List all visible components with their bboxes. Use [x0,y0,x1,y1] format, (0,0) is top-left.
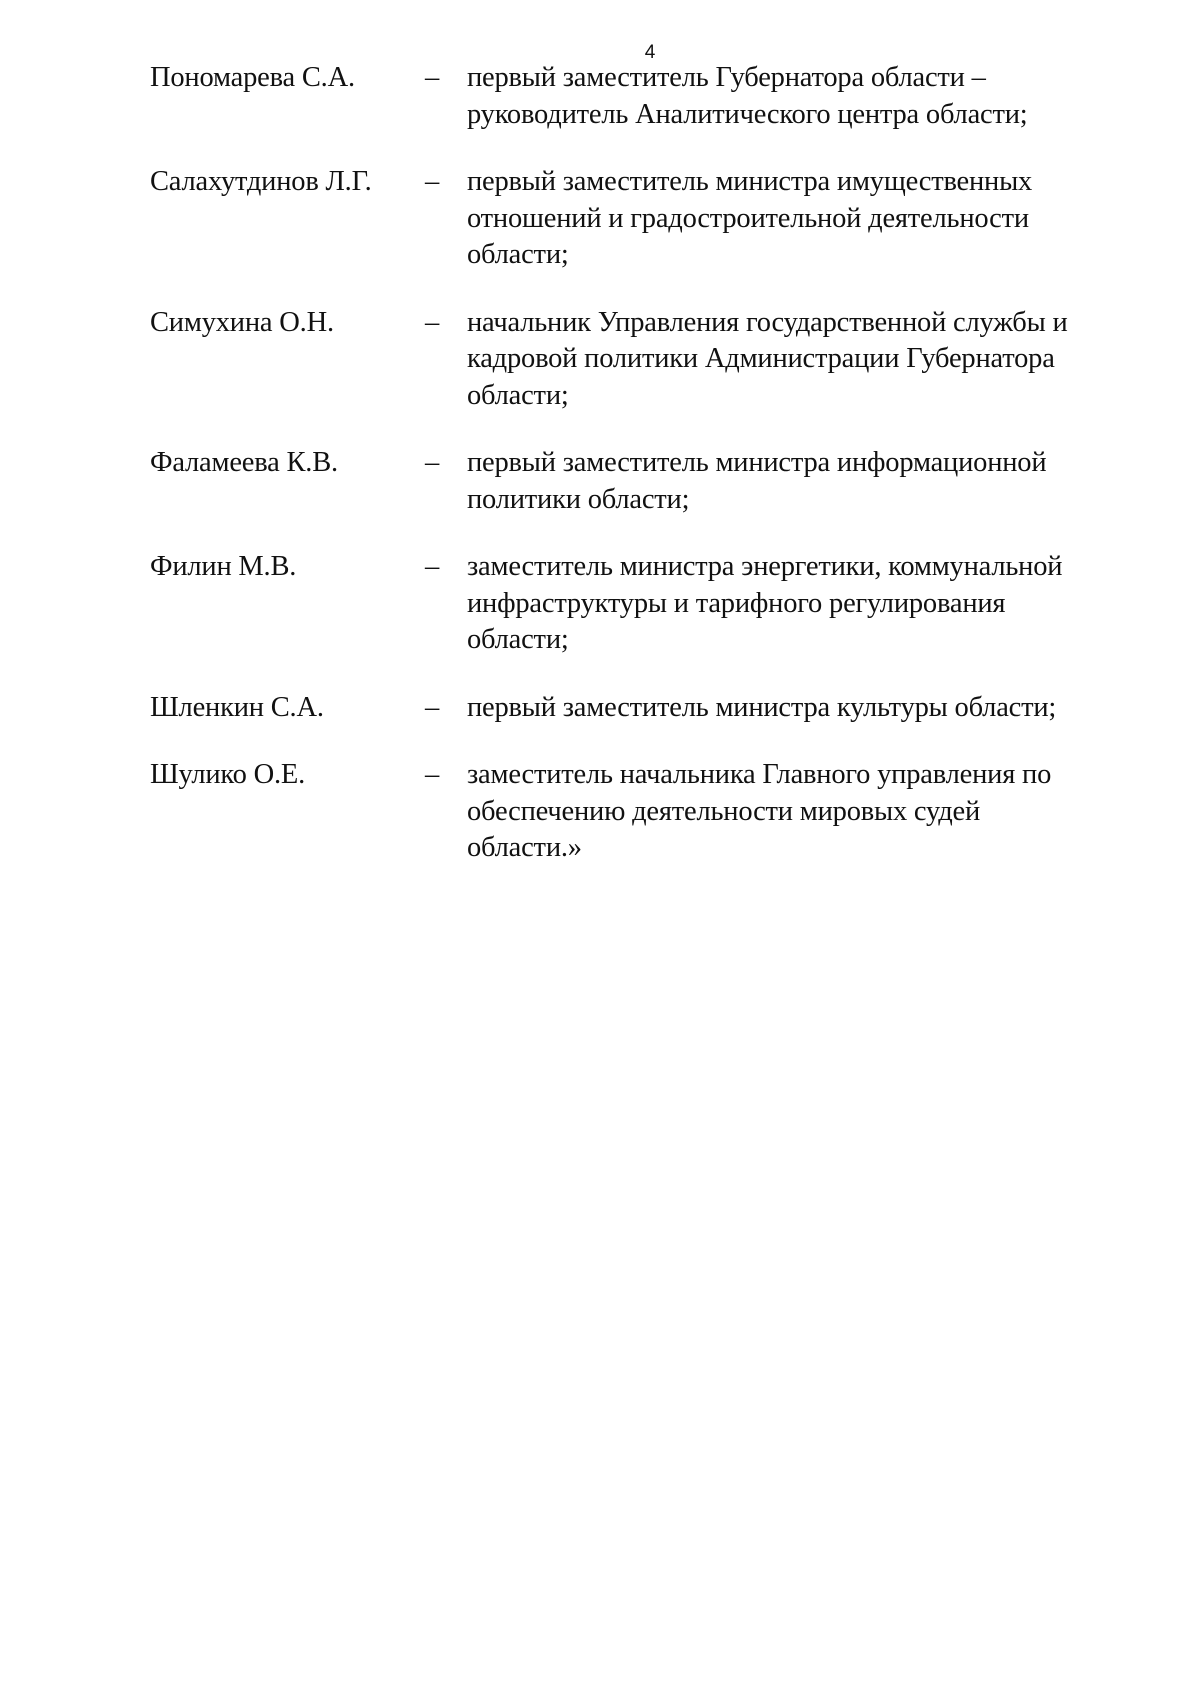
list-item [150,445,1110,518]
list-item [150,757,1110,867]
person-name: Филин М.В. [150,551,297,582]
description-line: заместитель начальника Главного управления по [467,759,1052,790]
list-item [150,60,1110,133]
dash-separator: – [424,62,440,93]
description-line: первый заместитель министра информационной [467,447,1047,478]
person-name: Пономарева С.А. [150,62,355,93]
dash-separator: – [424,551,440,582]
description-line: области; [467,239,569,270]
position-description [467,445,1107,518]
list-item [150,305,1110,415]
description-line: обеспечению деятельности мировых судей [467,795,981,827]
description-line: начальник Управления государственной службы и [467,306,1068,338]
description-line: заместитель министра энергетики, коммунальной [467,551,1063,582]
person-name: Шулико О.Е. [150,759,306,790]
position-description [467,549,1107,659]
description-line: области.» [467,832,582,863]
dash-separator: – [424,306,440,338]
dash-separator: – [424,166,440,197]
personnel-list [150,60,1110,898]
dash-separator: – [424,447,440,478]
list-item [150,164,1110,274]
list-item [150,549,1110,659]
description-line: области; [467,624,569,655]
dash-separator: – [424,759,440,790]
person-name: Симухина О.Н. [150,306,334,338]
description-line: политики области; [467,483,690,515]
person-name: Фаламеева К.В. [150,447,338,478]
position-description [467,757,1107,867]
description-line: инфраструктуры и тарифного регулирования [467,587,1006,619]
description-line: кадровой политики Администрации Губернатора [467,343,1055,374]
list-item [150,690,1110,727]
person-name: Салахутдинов Л.Г. [150,166,372,197]
position-description [467,690,1107,727]
page-number: 4 [644,42,656,63]
person-name: Шленкин С.А. [150,691,324,723]
description-line: первый заместитель министра имущественных [467,166,1033,197]
dash-separator: – [424,691,440,723]
description-line: области; [467,379,569,411]
description-line: руководитель Аналитического центра области; [467,98,1028,130]
position-description [467,60,1107,133]
position-description [467,164,1107,274]
description-line: первый заместитель Губернатора области – [467,62,986,93]
position-description [467,305,1107,415]
description-line: отношений и градостроительной деятельности [467,202,1029,234]
description-line: первый заместитель министра культуры области; [467,691,1057,723]
